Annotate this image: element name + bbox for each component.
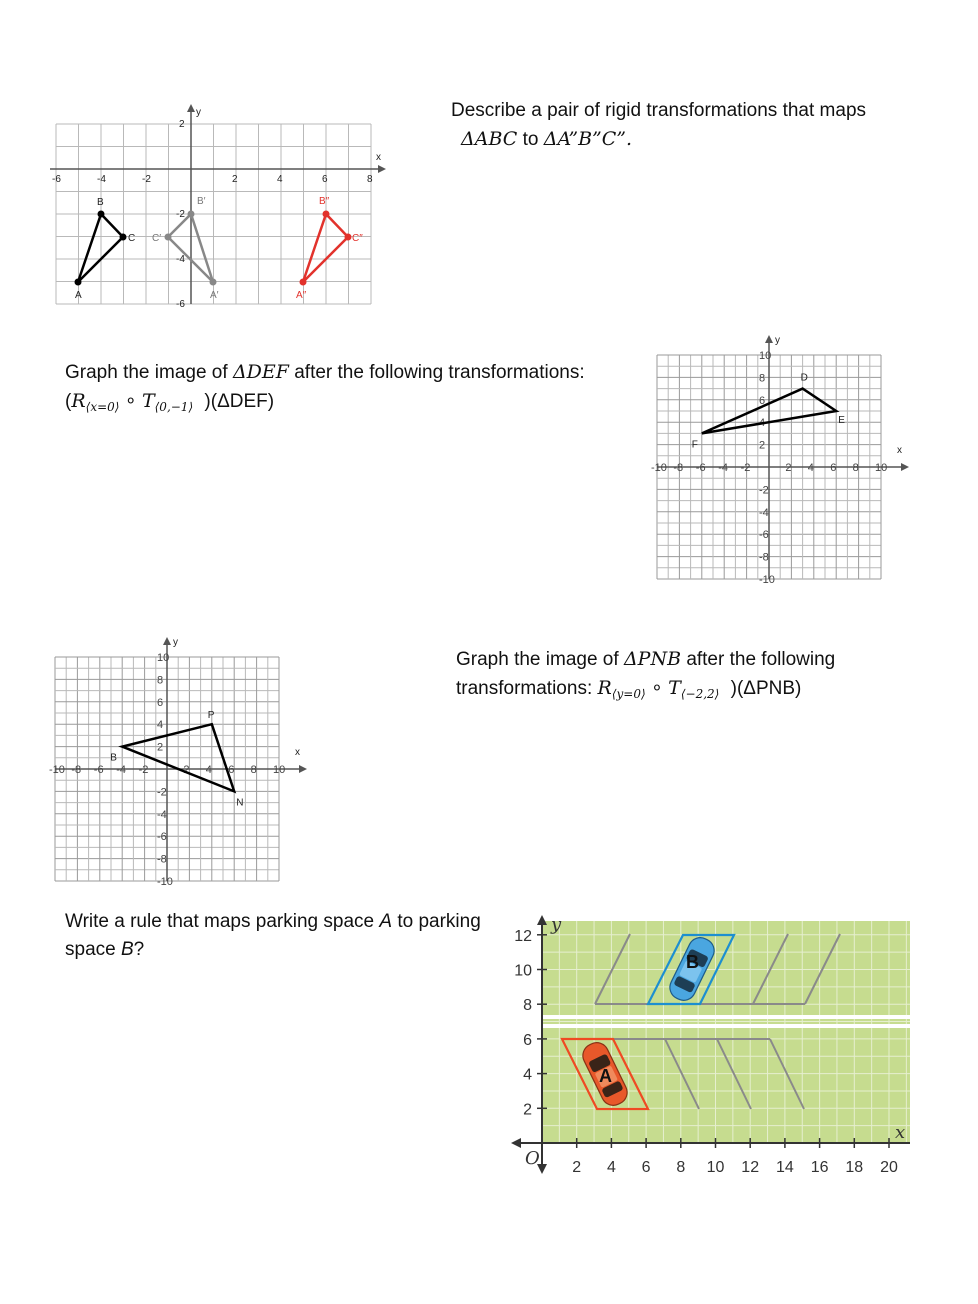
g3-ytick: 10 xyxy=(157,652,170,664)
question-3-text-b: after the following xyxy=(686,649,836,670)
car-b-label: B xyxy=(686,952,699,972)
question-2 xyxy=(65,358,645,421)
g3-xtick: 8 xyxy=(250,764,257,776)
graph-3 xyxy=(49,637,305,890)
question-4-line-2 xyxy=(65,936,515,964)
g2-xtick: 2 xyxy=(785,462,792,474)
point-c2 xyxy=(345,234,352,241)
parking-y-label: y xyxy=(551,914,562,935)
graph-1-ytick: 2 xyxy=(179,119,185,130)
close-expression: )(ΔDEF) xyxy=(204,391,275,412)
parking-x-label: x xyxy=(895,1122,906,1143)
parking-ytick: 4 xyxy=(523,1066,532,1084)
question-2-line-2 xyxy=(65,387,645,421)
g2-x-label: x xyxy=(897,445,902,456)
question-1-line-2 xyxy=(451,125,921,154)
parking-origin: O xyxy=(525,1148,540,1169)
g3-y-arrow xyxy=(163,637,171,645)
g2-x-arrow xyxy=(901,463,909,471)
g2-ytick: -10 xyxy=(759,574,775,586)
parking-xtick: 12 xyxy=(741,1159,760,1176)
translation-symbol: T xyxy=(141,390,155,412)
g3-ytick: -8 xyxy=(157,853,167,866)
g2-xtick: -8 xyxy=(673,462,684,474)
to-word: to xyxy=(522,129,539,150)
question-3-line-1 xyxy=(456,645,936,674)
graph-1-xtick: -4 xyxy=(97,174,106,185)
g3-x-arrow xyxy=(299,765,307,773)
g3-ytick: -4 xyxy=(157,808,167,821)
point-a1 xyxy=(210,279,217,286)
graph-1-xtick: -2 xyxy=(142,174,151,185)
graph-1-xtick: 4 xyxy=(277,174,283,185)
g2-ytick: 6 xyxy=(759,394,766,407)
g2-ytick: -4 xyxy=(759,506,769,519)
reflection-symbol: R xyxy=(71,390,86,412)
parking-y-arrow-up xyxy=(537,915,547,925)
g2-ytick: -6 xyxy=(759,529,769,542)
graph-1-x-label: x xyxy=(376,152,381,163)
g2-xtick: 6 xyxy=(830,462,837,474)
median-stripe-top xyxy=(542,1015,910,1019)
point-c1 xyxy=(165,234,172,241)
g2-xtick: 4 xyxy=(807,462,814,474)
close-expression: )(ΔPNB) xyxy=(730,678,802,699)
g3-ytick: -10 xyxy=(157,876,173,888)
g3-ytick: 6 xyxy=(157,696,164,709)
label-a2: A″ xyxy=(296,290,307,301)
question-4-text-b: to parking xyxy=(397,911,481,932)
parking-ytick: 6 xyxy=(523,1031,532,1049)
graph-2 xyxy=(651,335,907,588)
g3-xtick: -4 xyxy=(116,764,126,776)
g3-ytick: 2 xyxy=(157,741,164,754)
label-a: A xyxy=(75,290,82,301)
question-1-line-1: Describe a pair of rigid transformations that maps xyxy=(451,100,867,121)
g3-xtick: 6 xyxy=(228,764,235,776)
car-a-label: A xyxy=(599,1066,612,1086)
question-3-text-c: transformations: xyxy=(456,678,593,699)
label-c2: C″ xyxy=(352,233,363,244)
parking-xtick: 6 xyxy=(641,1159,651,1176)
parking-xtick: 20 xyxy=(880,1159,898,1176)
g3-ytick: -2 xyxy=(157,786,167,799)
g2-xtick: 8 xyxy=(852,462,859,474)
g2-y-label: y xyxy=(775,335,780,346)
graph-1 xyxy=(50,104,390,314)
g2-label-f: F xyxy=(691,439,698,451)
parking-xtick: 16 xyxy=(810,1159,829,1176)
open-paren: ( xyxy=(65,391,72,412)
g3-y-label: y xyxy=(173,637,178,648)
parking-ytick: 12 xyxy=(514,927,532,945)
parking-xtick: 14 xyxy=(776,1159,794,1176)
label-b2: B″ xyxy=(319,196,330,207)
g3-xtick: -2 xyxy=(138,764,149,776)
point-c xyxy=(120,234,127,241)
point-b xyxy=(98,211,105,218)
question-mark: ? xyxy=(133,939,145,960)
graph-1-xtick: -6 xyxy=(52,174,61,185)
median-stripe-bottom xyxy=(542,1024,910,1028)
compose-symbol: ∘ xyxy=(650,678,663,699)
graph-1-y-arrow xyxy=(187,104,195,112)
g2-ytick: 2 xyxy=(759,439,766,452)
question-2-text-b: after the following transformations: xyxy=(294,362,585,383)
point-a2 xyxy=(300,279,307,286)
graph-1-xtick: 6 xyxy=(322,174,328,185)
g2-xtick: -2 xyxy=(740,462,751,474)
translation-vector: ⟨0,−1⟩ xyxy=(154,400,194,414)
reflection-symbol: R xyxy=(597,677,612,699)
question-3-text-a: Graph the image of xyxy=(456,649,619,670)
parking-graph xyxy=(505,912,925,1182)
reflection-line: ⟨x=0⟩ xyxy=(85,400,120,414)
parking-ytick: 2 xyxy=(523,1101,532,1119)
g3-ytick: 4 xyxy=(157,719,164,732)
g2-xtick: -10 xyxy=(651,462,667,474)
g2-y-arrow xyxy=(765,335,773,343)
point-a xyxy=(75,279,82,286)
question-2-line-1 xyxy=(65,358,645,387)
g2-label-e: E xyxy=(838,415,845,426)
question-4 xyxy=(65,908,515,964)
parking-space-a-ref: A xyxy=(379,911,393,932)
question-4-line-1 xyxy=(65,908,515,936)
graph-1-xtick: 8 xyxy=(367,174,373,185)
g3-label-n: N xyxy=(236,797,244,809)
g3-xtick: 4 xyxy=(205,764,212,776)
label-a1: A′ xyxy=(210,290,219,301)
g2-ytick: 8 xyxy=(759,372,766,385)
g2-ytick: -2 xyxy=(759,484,769,497)
graph-1-ytick: -6 xyxy=(176,299,185,310)
triangle-abc-image: ΔA”B”C”. xyxy=(543,128,633,150)
g3-label-b: B xyxy=(110,752,117,764)
g2-xtick: 10 xyxy=(875,462,888,474)
question-1 xyxy=(451,97,921,154)
question-4-text-c: space xyxy=(65,939,116,960)
g2-ytick: -8 xyxy=(759,551,769,564)
g3-label-p: P xyxy=(207,710,215,722)
parking-ytick: 8 xyxy=(523,997,532,1015)
g2-ytick: 10 xyxy=(759,350,772,362)
g2-xtick: -6 xyxy=(695,462,706,474)
g3-xtick: 2 xyxy=(183,764,190,776)
point-b1 xyxy=(188,211,195,218)
g3-ytick: -6 xyxy=(157,831,167,844)
label-c1: C′ xyxy=(152,233,162,244)
translation-vector: ⟨−2,2⟩ xyxy=(680,687,720,701)
parking-ytick: 10 xyxy=(514,962,532,980)
label-b: B xyxy=(97,197,104,208)
parking-xtick: 2 xyxy=(572,1159,582,1176)
graph-1-xtick: 2 xyxy=(232,174,238,185)
parking-xtick: 8 xyxy=(676,1159,686,1176)
parking-x-arrow-left xyxy=(511,1138,521,1148)
g2-label-d: D xyxy=(800,372,808,384)
g3-xtick: 10 xyxy=(273,764,286,776)
parking-xtick: 18 xyxy=(845,1159,864,1176)
graph-1-y-label: y xyxy=(196,107,201,118)
translation-symbol: T xyxy=(668,677,681,699)
g2-ytick: 4 xyxy=(759,417,766,430)
label-c: C xyxy=(128,233,136,244)
triangle-abc: ΔABC xyxy=(461,128,518,150)
g2-xtick: -4 xyxy=(718,462,728,474)
question-3-line-2 xyxy=(456,674,936,708)
question-3 xyxy=(456,645,936,708)
parking-xtick: 4 xyxy=(606,1159,616,1176)
graph-1-ytick: -2 xyxy=(176,209,185,220)
triangle-def: ΔDEF xyxy=(232,361,289,383)
g3-ytick: 8 xyxy=(157,674,164,687)
g3-xtick: -8 xyxy=(71,764,82,776)
parking-space-b-ref: B xyxy=(120,939,134,960)
triangle-pnb: ΔPNB xyxy=(623,648,682,670)
graph-1-x-arrow xyxy=(378,165,386,173)
parking-xtick: 10 xyxy=(706,1159,725,1176)
question-2-text-a: Graph the image of xyxy=(65,362,228,383)
g3-x-label: x xyxy=(295,747,300,758)
graph-1-ytick: -4 xyxy=(176,254,185,265)
point-b2 xyxy=(323,211,330,218)
question-4-text-a: Write a rule that maps parking space xyxy=(65,911,375,932)
g3-xtick: -10 xyxy=(49,764,65,776)
g3-xtick: -6 xyxy=(93,764,104,776)
label-b1: B′ xyxy=(197,196,206,207)
reflection-line: ⟨y=0⟩ xyxy=(611,687,646,701)
compose-symbol: ∘ xyxy=(124,391,137,412)
